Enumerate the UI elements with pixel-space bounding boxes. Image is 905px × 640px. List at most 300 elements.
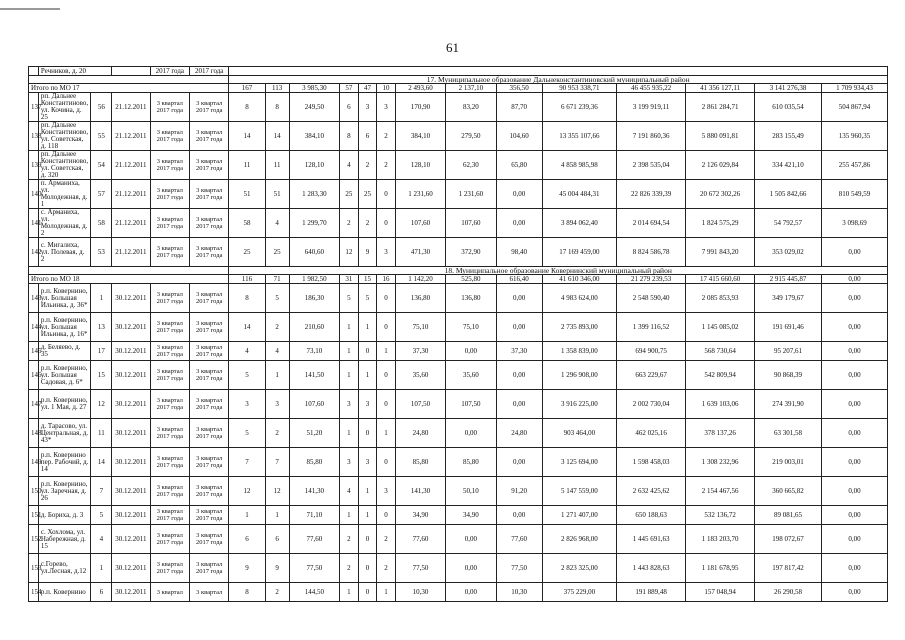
table-cell: 11: [91, 419, 112, 448]
table-cell: 810 549,59: [821, 180, 887, 209]
table-cell: 21.12.2011: [112, 209, 150, 238]
section-title: 17. Муниципальное образование Дальнеконстантиновский муниципальный район: [229, 76, 888, 84]
table-cell: 2 548 590,40: [617, 284, 686, 313]
total-cell: 15: [358, 275, 377, 284]
first-row-q2: 2017 года: [190, 67, 229, 76]
section-total-row: [29, 275, 888, 284]
table-row: [29, 525, 888, 554]
section-header: [29, 267, 888, 275]
table-cell: 353 029,02: [755, 238, 822, 267]
table-cell: 75,10: [395, 313, 445, 342]
table-cell: 378 137,26: [686, 419, 755, 448]
table-cell: 640,60: [289, 238, 339, 267]
table-cell: 55: [91, 122, 112, 151]
table-cell: 8: [340, 122, 359, 151]
row-address: р.п. Ковернино, ул. Заречная, д. 26: [38, 477, 91, 506]
table-cell: 14: [229, 313, 265, 342]
table-cell: 1 296 908,00: [542, 361, 616, 390]
table-cell: 5: [91, 506, 112, 525]
table-cell: 1 445 691,63: [617, 525, 686, 554]
table-cell: 0,00: [496, 284, 542, 313]
table-cell: 3 квартал 2017 года: [190, 151, 229, 180]
table-cell: 568 730,64: [686, 342, 755, 361]
table-cell: 136,80: [395, 284, 445, 313]
table-cell: 45 004 484,31: [542, 180, 616, 209]
table-cell: 7 191 860,36: [617, 122, 686, 151]
total-cell: 10: [377, 84, 396, 93]
table-cell: 51,20: [289, 419, 339, 448]
table-cell: 0,00: [446, 342, 496, 361]
table-cell: 0,00: [821, 313, 887, 342]
table-cell: 1: [340, 313, 359, 342]
table-cell: 6 671 239,36: [542, 93, 616, 122]
table-cell: 54 792,57: [755, 209, 822, 238]
table-cell: 532 136,72: [686, 506, 755, 525]
table-cell: 3: [358, 390, 377, 419]
table-cell: 3 квартал 2017 года: [190, 525, 229, 554]
table-cell: 77,50: [289, 554, 339, 583]
total-cell: 16: [377, 275, 396, 284]
table-cell: 0,00: [496, 313, 542, 342]
row-number: 151: [29, 506, 39, 525]
table-cell: 20 672 302,26: [686, 180, 755, 209]
row-address: с. Хохлома, ул. Набережная, д. 15: [38, 525, 91, 554]
table-cell: 3 квартал 2017 года: [190, 448, 229, 477]
table-cell: 4 858 985,98: [542, 151, 616, 180]
table-cell: 12: [265, 477, 289, 506]
total-cell: 116: [229, 275, 265, 284]
table-cell: 5: [265, 284, 289, 313]
table-cell: 4: [340, 477, 359, 506]
table-cell: 12: [91, 390, 112, 419]
table-cell: 1: [358, 361, 377, 390]
table-cell: 0,00: [821, 477, 887, 506]
row-number: 154: [29, 583, 39, 602]
total-cell: 616,40: [496, 275, 542, 284]
table-cell: 3 квартал 2017 года: [150, 209, 189, 238]
table-cell: 7: [229, 448, 265, 477]
table-cell: 197 817,42: [755, 554, 822, 583]
total-cell: 0,00: [821, 275, 887, 284]
row-address: рп. Дальнее Константиново, ул. Советская, д. 320: [38, 151, 91, 180]
table-cell: 75,10: [446, 313, 496, 342]
table-cell: 1: [377, 583, 396, 602]
table-cell: 1 505 842,66: [755, 180, 822, 209]
table-cell: 3 квартал 2017 года: [190, 554, 229, 583]
table-cell: 191 691,46: [755, 313, 822, 342]
table-cell: 141,50: [289, 361, 339, 390]
total-cell: 356,50: [496, 84, 542, 93]
table-cell: 87,70: [496, 93, 542, 122]
row-address: р.п. Ковернино, ул. Большая Ильинка, д. 36*: [38, 284, 91, 313]
table-cell: 2 861 284,71: [686, 93, 755, 122]
row-number: 150: [29, 477, 39, 506]
table-cell: 3 квартал 2017 года: [150, 238, 189, 267]
table-cell: 3 квартал 2017 года: [190, 209, 229, 238]
table-cell: 34,90: [446, 506, 496, 525]
table-cell: 13: [91, 313, 112, 342]
table-cell: 0,00: [446, 525, 496, 554]
table-cell: 3 квартал 2017 года: [190, 419, 229, 448]
table-cell: 3 квартал 2017 года: [150, 93, 189, 122]
table-cell: 0,00: [496, 180, 542, 209]
table-cell: 1: [377, 342, 396, 361]
table-cell: 141,30: [289, 477, 339, 506]
table-cell: 141,30: [395, 477, 445, 506]
table-cell: 5 147 559,00: [542, 477, 616, 506]
table-cell: 1: [358, 313, 377, 342]
table-cell: 0: [377, 284, 396, 313]
table-cell: 3 квартал: [190, 583, 229, 602]
table-cell: 1: [358, 477, 377, 506]
table-cell: 610 035,54: [755, 93, 822, 122]
table-cell: 3 квартал 2017 года: [190, 342, 229, 361]
table-cell: 1: [91, 554, 112, 583]
table-row: [29, 122, 888, 151]
row-number: 137: [29, 93, 39, 122]
table-cell: 7 991 843,20: [686, 238, 755, 267]
table-cell: 2 826 968,00: [542, 525, 616, 554]
table-cell: 30.12.2011: [112, 583, 150, 602]
table-cell: 21.12.2011: [112, 93, 150, 122]
table-cell: 1 299,70: [289, 209, 339, 238]
table-cell: 0,00: [821, 419, 887, 448]
table-cell: 210,60: [289, 313, 339, 342]
table-cell: 90 868,39: [755, 361, 822, 390]
table-row: [29, 448, 888, 477]
table-cell: 0,00: [496, 506, 542, 525]
table-cell: 462 025,16: [617, 419, 686, 448]
table-cell: 3 квартал 2017 года: [190, 390, 229, 419]
table-cell: 30.12.2011: [112, 361, 150, 390]
table-cell: 5: [229, 419, 265, 448]
table-cell: 3: [358, 93, 377, 122]
table-cell: 5 880 091,81: [686, 122, 755, 151]
row-address: р.п. Ковернино пер. Рабочий, д. 14: [38, 448, 91, 477]
row-address: рп. Дальнее Константиново, ул. Кочина, д. 25: [38, 93, 91, 122]
table-cell: 1: [265, 506, 289, 525]
table-cell: 0: [377, 390, 396, 419]
table-cell: 77,50: [395, 554, 445, 583]
row-number: 148: [29, 419, 39, 448]
table-cell: 0,00: [496, 209, 542, 238]
table-cell: 504 867,94: [821, 93, 887, 122]
table-cell: 0: [377, 313, 396, 342]
total-cell: 46 455 935,22: [617, 84, 686, 93]
row-address: р.п. Ковернино, ул. Большая Ильинка, д. 16*: [38, 313, 91, 342]
section-title: 18. Муниципальное образование Ковернинский муниципальный район: [229, 267, 888, 275]
row-address: р.п. Ковернино, ул. Большая Садовая, д. 6*: [38, 361, 91, 390]
table-cell: 0: [377, 448, 396, 477]
table-cell: 3 квартал 2017 года: [150, 390, 189, 419]
table-cell: 3 квартал: [150, 583, 189, 602]
row-number: 147: [29, 390, 39, 419]
table-cell: 17 169 459,00: [542, 238, 616, 267]
table-cell: 0: [377, 506, 396, 525]
table-cell: 0,00: [821, 390, 887, 419]
table-cell: 1: [229, 506, 265, 525]
table-cell: 1: [340, 361, 359, 390]
table-cell: 3 квартал 2017 года: [190, 361, 229, 390]
row-number: 146: [29, 361, 39, 390]
table-cell: 25: [265, 238, 289, 267]
table-cell: 83,20: [446, 93, 496, 122]
table-cell: 0,00: [446, 419, 496, 448]
table-cell: 5: [229, 361, 265, 390]
table-cell: 170,90: [395, 93, 445, 122]
table-cell: 24,80: [496, 419, 542, 448]
table-cell: 0,00: [821, 342, 887, 361]
table-cell: 283 155,49: [755, 122, 822, 151]
table-cell: 7: [91, 477, 112, 506]
total-label: Итого по МО 17: [29, 84, 229, 93]
table-cell: 3 125 694,00: [542, 448, 616, 477]
table-cell: 51: [229, 180, 265, 209]
row-address: с. Мигалиха, ул. Полевая, д. 2: [38, 238, 91, 267]
table-cell: 62,30: [446, 151, 496, 180]
total-cell: 47: [358, 84, 377, 93]
table-cell: 279,50: [446, 122, 496, 151]
table-cell: 8 824 586,78: [617, 238, 686, 267]
table-cell: 135 960,35: [821, 122, 887, 151]
row-address: р.п. Ковернино: [38, 583, 91, 602]
table-cell: 2 014 694,54: [617, 209, 686, 238]
table-row: [29, 151, 888, 180]
table-cell: 2 154 467,56: [686, 477, 755, 506]
table-cell: 4: [91, 525, 112, 554]
table-cell: 3 квартал 2017 года: [150, 525, 189, 554]
table-cell: 3: [340, 390, 359, 419]
total-cell: 2 915 445,87: [755, 275, 822, 284]
total-cell: 3 141 276,38: [755, 84, 822, 93]
row-number: 145: [29, 342, 39, 361]
table-cell: 4: [229, 342, 265, 361]
table-cell: 2 398 535,04: [617, 151, 686, 180]
table-cell: 384,10: [289, 122, 339, 151]
table-cell: 71,10: [289, 506, 339, 525]
table-cell: 6: [265, 525, 289, 554]
table-cell: 2 735 893,00: [542, 313, 616, 342]
table-cell: 1: [91, 284, 112, 313]
table-cell: 6: [358, 122, 377, 151]
table-cell: 35,60: [446, 361, 496, 390]
total-cell: 21 279 239,53: [617, 275, 686, 284]
table-row: [29, 93, 888, 122]
table-cell: 98,40: [496, 238, 542, 267]
table-cell: 1: [340, 583, 359, 602]
table-cell: 54: [91, 151, 112, 180]
table-cell: 85,80: [289, 448, 339, 477]
table-cell: 3: [377, 238, 396, 267]
table-row: [29, 506, 888, 525]
table-row: [29, 554, 888, 583]
row-number: 144: [29, 313, 39, 342]
table-cell: 77,60: [289, 525, 339, 554]
data-table: [28, 66, 888, 602]
table-cell: 8: [229, 93, 265, 122]
table-cell: 255 457,86: [821, 151, 887, 180]
table-cell: 10,30: [496, 583, 542, 602]
table-cell: 1 145 085,02: [686, 313, 755, 342]
table-cell: 2: [265, 313, 289, 342]
table-cell: 2: [377, 122, 396, 151]
table-cell: 1 181 678,95: [686, 554, 755, 583]
table-cell: 349 179,67: [755, 284, 822, 313]
table-cell: 2: [265, 583, 289, 602]
total-cell: 41 356 127,11: [686, 84, 755, 93]
table-cell: 4: [265, 209, 289, 238]
table-cell: 0: [358, 525, 377, 554]
table-cell: 249,50: [289, 93, 339, 122]
table-cell: 1 443 828,63: [617, 554, 686, 583]
table-cell: 3 квартал 2017 года: [150, 342, 189, 361]
table-row: [29, 180, 888, 209]
table-cell: 2 632 425,62: [617, 477, 686, 506]
table-cell: 107,60: [289, 390, 339, 419]
table-cell: 3: [358, 448, 377, 477]
row-number: 138: [29, 122, 39, 151]
first-row-address: Речников, д. 20: [38, 67, 111, 76]
table-cell: 128,10: [395, 151, 445, 180]
table-cell: 10,30: [395, 583, 445, 602]
row-address: д. Беляево, д. 35: [38, 342, 91, 361]
table-cell: 157 048,94: [686, 583, 755, 602]
table-cell: 6: [229, 525, 265, 554]
table-cell: 65,80: [496, 151, 542, 180]
page-number: 61: [446, 40, 459, 55]
table-cell: 6: [91, 583, 112, 602]
total-cell: 3 985,30: [289, 84, 339, 93]
total-cell: 41 610 346,00: [542, 275, 616, 284]
table-cell: 334 421,10: [755, 151, 822, 180]
table-cell: 12: [229, 477, 265, 506]
total-cell: 167: [229, 84, 265, 93]
table-cell: 30.12.2011: [112, 313, 150, 342]
table-cell: 542 809,94: [686, 361, 755, 390]
table-cell: 650 188,63: [617, 506, 686, 525]
table-cell: 1 358 839,00: [542, 342, 616, 361]
table-cell: 663 229,67: [617, 361, 686, 390]
table-cell: 0,00: [446, 554, 496, 583]
total-cell: 90 953 338,71: [542, 84, 616, 93]
table-cell: 3: [229, 390, 265, 419]
table-row: [29, 313, 888, 342]
table-cell: 3 квартал 2017 года: [190, 284, 229, 313]
table-cell: 4 983 624,00: [542, 284, 616, 313]
table-cell: 3 квартал 2017 года: [150, 284, 189, 313]
table-cell: 1: [340, 506, 359, 525]
table-cell: 0: [358, 554, 377, 583]
table-cell: 107,60: [446, 209, 496, 238]
table-cell: 0,00: [446, 583, 496, 602]
table-cell: 0,00: [821, 583, 887, 602]
table-cell: 2: [340, 209, 359, 238]
table-cell: 104,60: [496, 122, 542, 151]
table-cell: 372,90: [446, 238, 496, 267]
table-cell: 17: [91, 342, 112, 361]
table-cell: 3 квартал 2017 года: [190, 313, 229, 342]
table-cell: 14: [229, 122, 265, 151]
table-cell: 21.12.2011: [112, 238, 150, 267]
table-cell: 0,00: [821, 448, 887, 477]
table-cell: 0: [358, 342, 377, 361]
table-cell: 1: [358, 506, 377, 525]
table-cell: 0,00: [496, 361, 542, 390]
row-address: п. Арманиха, ул. Молодежная, д. 1: [38, 180, 91, 209]
table-cell: 1 824 575,29: [686, 209, 755, 238]
row-number: 139: [29, 151, 39, 180]
total-cell: 31: [340, 275, 359, 284]
table-row: [29, 583, 888, 602]
table-cell: 3 894 062,40: [542, 209, 616, 238]
table-cell: 5: [358, 284, 377, 313]
table-row: [29, 209, 888, 238]
table-cell: 3 199 919,11: [617, 93, 686, 122]
table-row: [29, 477, 888, 506]
table-cell: 1 399 116,52: [617, 313, 686, 342]
total-cell: 2 493,60: [395, 84, 445, 93]
table-cell: 144,50: [289, 583, 339, 602]
table-cell: 0,00: [821, 554, 887, 583]
table-cell: 2 126 029,84: [686, 151, 755, 180]
table-cell: 360 665,82: [755, 477, 822, 506]
table-cell: 95 207,61: [755, 342, 822, 361]
table-cell: 3 квартал 2017 года: [190, 180, 229, 209]
table-row: [29, 238, 888, 267]
table-row: [29, 284, 888, 313]
table-cell: 3 квартал 2017 года: [150, 448, 189, 477]
table-cell: 73,10: [289, 342, 339, 361]
table-cell: 77,60: [395, 525, 445, 554]
table-cell: 0,00: [821, 238, 887, 267]
table-cell: 3 квартал 2017 года: [150, 554, 189, 583]
row-number: 149: [29, 448, 39, 477]
table-cell: 53: [91, 238, 112, 267]
table-cell: 3 квартал 2017 года: [150, 122, 189, 151]
table-cell: 26 290,58: [755, 583, 822, 602]
table-cell: 30.12.2011: [112, 419, 150, 448]
total-cell: 113: [265, 84, 289, 93]
table-cell: 0,00: [496, 390, 542, 419]
table-cell: 50,10: [446, 477, 496, 506]
table-cell: 3 098,69: [821, 209, 887, 238]
row-number: 142: [29, 238, 39, 267]
table-cell: 3 квартал 2017 года: [150, 506, 189, 525]
table-cell: 0,00: [821, 506, 887, 525]
table-cell: 2: [377, 554, 396, 583]
total-cell: 2 137,10: [446, 84, 496, 93]
table-cell: 1 271 407,00: [542, 506, 616, 525]
row-address: р.п. Ковернино, ул. 1 Мая, д. 27: [38, 390, 91, 419]
table-cell: 9: [265, 554, 289, 583]
table-cell: 85,80: [395, 448, 445, 477]
table-cell: 2: [377, 525, 396, 554]
table-cell: 85,80: [446, 448, 496, 477]
table-cell: 1 639 103,06: [686, 390, 755, 419]
table-cell: 1: [340, 342, 359, 361]
table-cell: 3 квартал 2017 года: [150, 151, 189, 180]
total-cell: 1 709 934,43: [821, 84, 887, 93]
table-cell: 3 квартал 2017 года: [190, 477, 229, 506]
table-cell: 3 квартал 2017 года: [150, 477, 189, 506]
row-number: 140: [29, 180, 39, 209]
table-cell: 0: [358, 419, 377, 448]
table-cell: 186,30: [289, 284, 339, 313]
table-cell: 13 355 107,66: [542, 122, 616, 151]
table-cell: 3 квартал 2017 года: [190, 93, 229, 122]
table-cell: 3 квартал 2017 года: [190, 506, 229, 525]
table-cell: 30.12.2011: [112, 506, 150, 525]
